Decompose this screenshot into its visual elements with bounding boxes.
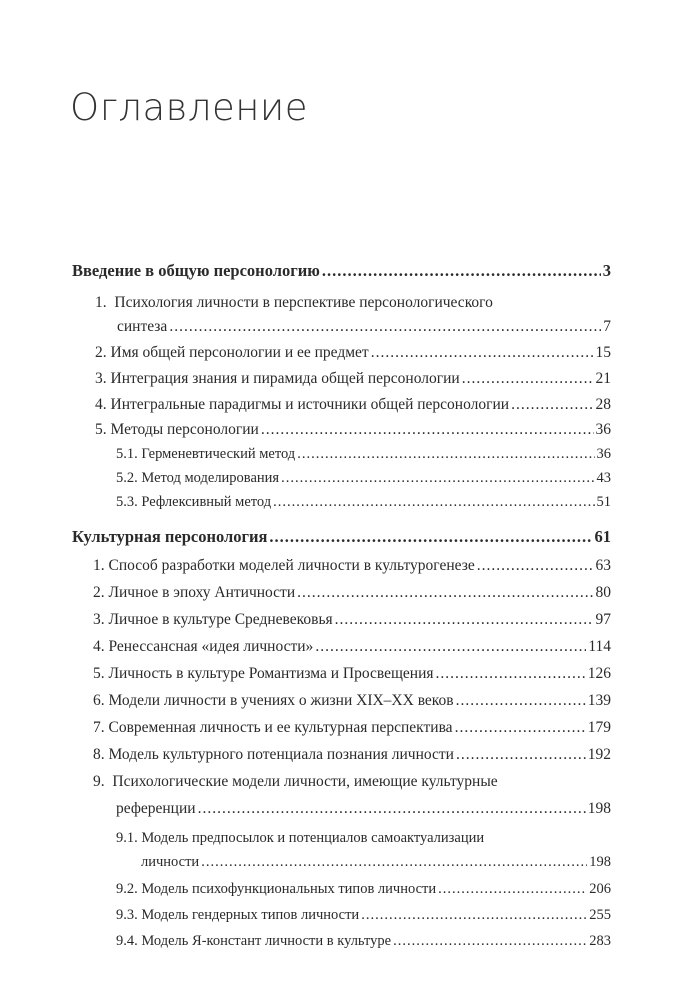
toc-num: 5.3. (116, 494, 138, 510)
dot-leader (511, 396, 593, 414)
dot-leader (438, 880, 587, 898)
dot-leader (297, 584, 593, 602)
toc-item-line1[interactable] (95, 294, 493, 312)
toc-label: Личное в эпоху Античности (108, 584, 296, 601)
toc-label: личности (141, 854, 200, 870)
toc-page: 283 (589, 933, 611, 949)
toc-label: референции (116, 800, 196, 817)
dot-leader (335, 611, 594, 629)
toc-item[interactable] (93, 611, 611, 629)
toc-page: 36 (596, 446, 611, 462)
toc-label: Интегральные парадигмы и источники общей персонологии (110, 396, 510, 413)
toc-subitem[interactable] (116, 445, 611, 463)
toc-page: 139 (587, 692, 611, 709)
toc-page: 3 (602, 261, 611, 280)
dot-leader (456, 746, 586, 764)
toc-label: Психология личности в перспективе персонологического (114, 294, 493, 311)
toc-label: Интеграция знания и пирамида общей персонологии (110, 370, 460, 387)
dot-leader (269, 528, 592, 546)
toc-page: 63 (595, 557, 611, 574)
toc-item[interactable] (116, 800, 611, 818)
toc-num: 9.1. (116, 830, 138, 846)
toc-num: 3. (93, 611, 105, 628)
toc-page: 206 (589, 881, 611, 897)
toc-label: Способ разработки моделей личности в культурогенезе (108, 557, 475, 574)
toc-label: Методы персонологии (110, 421, 259, 438)
dot-leader (297, 445, 594, 463)
dot-leader (393, 932, 587, 950)
toc-label: Ренессансная «идея личности» (108, 638, 314, 655)
dot-leader (462, 370, 594, 388)
toc-subitem-line1[interactable] (116, 829, 484, 847)
toc-subitem[interactable] (116, 880, 611, 898)
toc-item[interactable] (95, 421, 611, 439)
toc-label: Модель предпосылок и потенциалов самоактуализации (141, 830, 485, 846)
toc-num: 7. (93, 719, 105, 736)
toc-num: 5.2. (116, 470, 138, 486)
toc-label: Модели личности в учениях о жизни XIX–XX веков (108, 692, 454, 709)
toc-label: Психологические модели личности, имеющие культурные (112, 773, 498, 790)
toc-item[interactable] (95, 370, 611, 388)
toc-num: 9.3. (116, 907, 138, 923)
dot-leader (477, 557, 594, 575)
toc-label: синтеза (117, 318, 168, 335)
toc-label: Герменевтический метод (141, 446, 296, 462)
toc-page: 192 (587, 746, 611, 763)
toc-label: Метод моделирования (141, 470, 280, 486)
toc-num: 6. (93, 692, 105, 709)
dot-leader (201, 853, 587, 871)
toc-item[interactable] (93, 665, 611, 683)
dot-leader (315, 638, 586, 656)
toc-page: 80 (595, 584, 611, 601)
toc-label: Имя общей персонологии и ее предмет (110, 344, 369, 361)
toc-num: 5. (93, 665, 105, 682)
toc-label: Модель культурного потенциала познания личности (108, 746, 454, 763)
toc-label: Введение в общую персонологию (72, 261, 320, 280)
toc-page: 198 (587, 800, 611, 817)
dot-leader (261, 421, 594, 439)
toc-subitem[interactable] (116, 932, 611, 950)
toc-page: 114 (588, 638, 611, 655)
toc-page: 15 (595, 344, 611, 361)
dot-leader (273, 493, 594, 511)
dot-leader (281, 469, 594, 487)
dot-leader (456, 692, 586, 710)
toc-label: Модель психофункциональных типов личности (141, 881, 437, 897)
toc-page: 255 (589, 907, 611, 923)
toc-item[interactable] (93, 692, 611, 710)
toc-subitem[interactable] (116, 493, 611, 511)
toc-label: Современная личность и ее культурная перспектива (108, 719, 453, 736)
toc-item[interactable] (95, 396, 611, 414)
toc-label: Личность в культуре Романтизма и Просвещения (108, 665, 434, 682)
toc-page: 97 (595, 611, 611, 628)
toc-page: 43 (596, 470, 611, 486)
dot-leader (436, 665, 586, 683)
toc-label: Культурная персонология (72, 527, 268, 546)
toc-num: 1. (95, 294, 107, 311)
toc-item[interactable] (93, 746, 611, 764)
dot-leader (455, 719, 586, 737)
dot-leader (361, 906, 587, 924)
toc-num: 2. (93, 584, 105, 601)
toc-num: 9.2. (116, 881, 138, 897)
page-title: Оглавление (70, 86, 309, 129)
toc-page: 179 (587, 719, 611, 736)
toc-num: 9. (93, 773, 105, 790)
toc-page: 51 (596, 494, 611, 510)
toc-subitem[interactable] (116, 469, 611, 487)
toc-label: Рефлексивный метод (141, 494, 272, 510)
dot-leader (169, 318, 601, 336)
toc-section[interactable] (72, 528, 611, 546)
toc-num: 3. (95, 370, 107, 387)
toc-item-line1[interactable] (93, 773, 498, 791)
toc-subitem[interactable] (141, 853, 611, 871)
dot-leader (322, 262, 601, 280)
toc-page: 126 (587, 665, 611, 682)
toc-item[interactable] (93, 584, 611, 602)
toc-num: 4. (95, 396, 107, 413)
toc-label: Модель гендерных типов личности (141, 907, 360, 923)
toc-page: 61 (594, 527, 611, 546)
toc-num: 5.1. (116, 446, 138, 462)
toc-num: 8. (93, 746, 105, 763)
toc-item[interactable] (117, 318, 611, 336)
toc-page: 7 (603, 318, 611, 335)
toc-page: 21 (595, 370, 611, 387)
toc-subitem[interactable] (116, 906, 611, 924)
toc-item[interactable] (93, 557, 611, 575)
dot-leader (371, 344, 594, 362)
toc-page: 28 (595, 396, 611, 413)
toc-num: 5. (95, 421, 107, 438)
toc-item[interactable] (95, 344, 611, 362)
toc-num: 9.4. (116, 933, 138, 949)
toc-num: 2. (95, 344, 107, 361)
toc-num: 4. (93, 638, 105, 655)
toc-section[interactable] (72, 262, 611, 280)
toc-item[interactable] (93, 638, 611, 656)
toc-num: 1. (93, 557, 105, 574)
toc-item[interactable] (93, 719, 611, 737)
toc-label: Модель Я-констант личности в культуре (141, 933, 392, 949)
toc-label: Личное в культуре Средневековья (108, 611, 333, 628)
dot-leader (198, 800, 586, 818)
toc-page: 36 (595, 421, 611, 438)
toc-page: 198 (589, 854, 611, 870)
